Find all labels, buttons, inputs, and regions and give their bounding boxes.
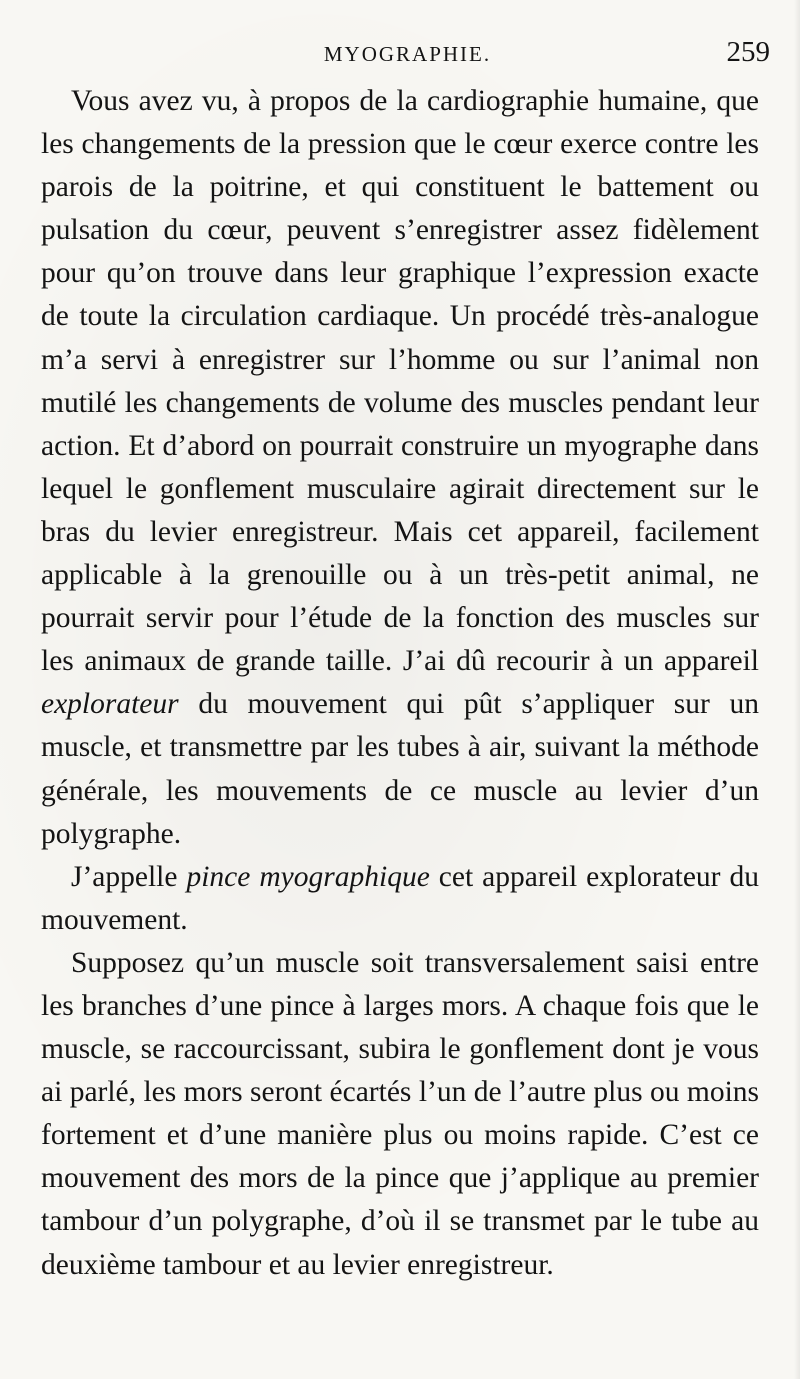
italic-term-explorateur: explorateur (41, 688, 179, 721)
paragraph-pince-definition (41, 856, 759, 942)
italic-term-pince-myographique: pince myographique (186, 860, 430, 893)
paragraph-text: du mouvement qui pût s’appliquer sur un muscle, et transmettre par les tubes à air, suivant la méthode générale, les mouvements de ce muscle au levier d’un polygraphe. (41, 688, 759, 850)
page-edge-shadow (794, 0, 800, 1379)
paragraph-text: Vous avez vu, à propos de la cardiographie humaine, que les changements de la pression que le cœur exerce contre les parois de la poitrine, et qui constituent le battement ou pulsation du cœur, peuvent s’enregistrer assez fidèlement pour qu’on trouve dans leur graphique l’expression exacte de toute la circulation cardiaque. Un procédé très-analogue m’a servi à enregistrer sur l’homme ou sur l’animal non mutilé les changements de volume des muscles pendant leur action. Et d’abord on pourrait construire un myographe dans lequel le gonflement musculaire agirait directement sur le bras du levier enregistreur. Mais cet appareil, facilement applicable à la grenouille ou à un très-petit animal, ne pourrait servir pour l’étude de la fonction des muscles sur les animaux de grande taille. J’ai dû recourir à un appareil (41, 85, 759, 678)
paragraph-text: Supposez qu’un muscle soit transversalement saisi entre les branches d’une pince à larges mors. A chaque fois que le muscle, se raccourcissant, subira le gonflement dont je vous ai parlé, les mors seront écartés l’un de l’autre plus ou moins fortement et d’une manière plus ou moins rapide. C’est ce mouvement des mors de la pince que j’applique au premier tambour d’un polygraphe, d’où il se transmet par le tube au deuxième tambour et au levier enregistreur. (41, 946, 759, 1281)
paragraph-text: J’appelle (71, 860, 187, 893)
running-head: MYOGRAPHIE. (323, 42, 492, 66)
page-header (45, 36, 770, 76)
paragraph-text: cet appareil explorateur du mouvement. (41, 860, 759, 936)
page-number: 259 (726, 36, 770, 68)
body-text (41, 80, 759, 1287)
paragraph-cardiographie (41, 80, 759, 856)
paragraph-muscle-pince (41, 942, 759, 1287)
